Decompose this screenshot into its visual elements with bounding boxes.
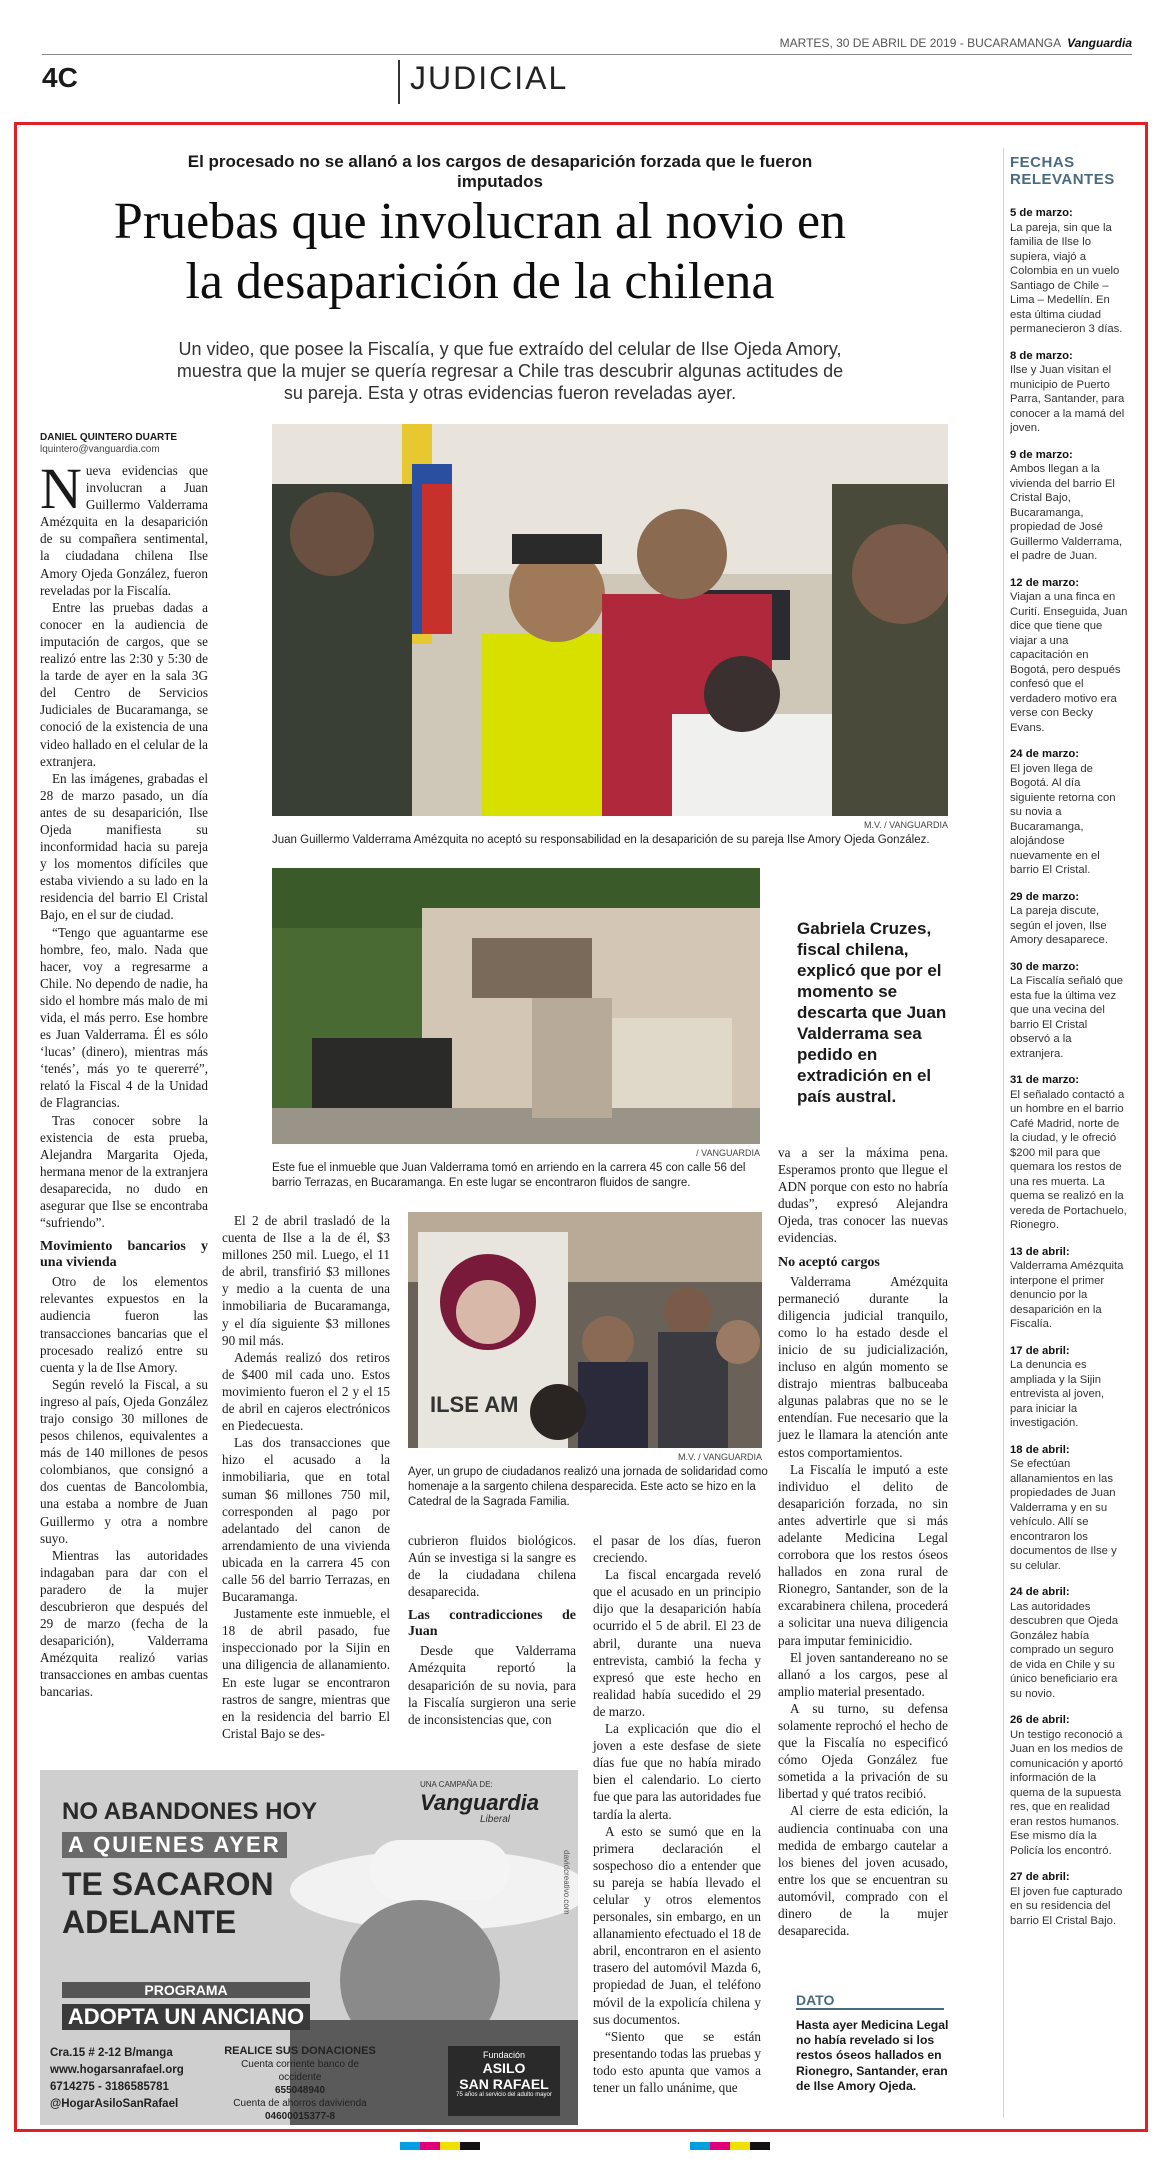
photo-hearing-credit: M.V. / VANGUARDIA [863,820,948,830]
timeline-date: 26 de abril: [1010,1714,1070,1726]
column-4 [593,1532,761,2096]
timeline-title: FECHAS RELEVANTES [1010,154,1115,188]
timeline-text: La denuncia es ampliada y la Sijin entrevista al joven, para iniciar la investigación. [1010,1359,1105,1429]
timeline-date: 24 de marzo: [1010,748,1080,760]
timeline-text: La pareja, sin que la familia de Ilse lo supiera, viajó a Colombia en un vuelo Santiago de Chile – Lima – Medellín. En esta última ciudad permanecieron 3 días. [1010,221,1123,335]
paragraph: cubrieron fluidos biológicos. Aún se investiga si la sangre es de la ciudadana chilena desaparecida. [408,1533,576,1600]
vigil-sign-text: ILSE AM [430,1392,519,1417]
column-5 [778,1144,948,1939]
column-3 [408,1532,576,1728]
ad-web[interactable]: www.hogarsanrafael.org [50,2064,184,2076]
print-color-bar [400,2142,770,2150]
paragraph: El joven santandereano no se allanó a los cargos, pese al amplio material presentado. [778,1649,948,1699]
paragraph: ueva evidencias que involucran a Juan Guillermo Valderrama Amézquita en la desaparición de su compañera sentimental, la ciudadana chilena Ilse Amory Ojeda González, fueron reveladas por la Fiscalía. [40,463,208,598]
ad-side-text: davidcreativo.com [562,1850,571,1915]
paragraph: El 2 de abril trasladó de la cuenta de Ilse a la de él, $3 millones 250 mil. Luego, el 11 de abril, transfirió $3 millones y medio a la cuenta de una inmobiliaria de Bucaramanga, y el día siguiente $3 millones 90 mil más. [222,1213,390,1348]
timeline-date: 9 de marzo: [1010,448,1073,461]
brand-logo: Vanguardia [1067,36,1132,50]
byline-email[interactable]: lquintero@vanguardia.com [40,444,160,455]
photo-house [272,868,760,1144]
section-title: JUDICIAL [398,60,568,104]
paragraph: Las dos transacciones que hizo el acusado a la inmobiliaria, que en total suman $6 millones 750 mil, corresponden al pago por adelantado del canon de arrendamiento de una vivienda ubicada en la carrera 45 con calle 56 del barrio Terrazas, en Bucaramanga. [222,1435,390,1605]
timeline-text: Ambos llegan a la vivienda del barrio El Cristal Bajo, Bucaramanga, propiedad de José Guillermo Valderrama, el padre de Juan. [1010,463,1123,562]
advertisement[interactable] [40,1770,578,2125]
paragraph: La fiscal encargada reveló que el acusado en un principio dijo que la desaparición había ocurrido el 5 de abril. El 23 de abril, durante una nueva entrevista, cambió la fecha y expresó que este hecho en realidad había sucedido el 29 de marzo. [593,1567,761,1719]
photo-hearing [272,424,948,816]
photo-vigil [408,1212,762,1448]
ad-org-pre: Fundación [482,2050,526,2060]
paragraph: Otro de los elementos relevantes expuestos en la audiencia fueron las transacciones bancarias que el procesado realizó entre su cuenta y la de Ilse Amory. [40,1274,208,1375]
photo-vigil-caption: Ayer, un grupo de ciudadanos realizó una jornada de solidaridad como homenaje a la sargento chilena desparecida. Este acto se hizo en la Catedral de la Sagrada Familia. [408,1466,768,1508]
ad-line-2: A QUIENES AYER [62,1832,287,1858]
date-text: MARTES, 30 DE ABRIL DE 2019 - BUCARAMANGA [779,36,1062,50]
kicker: El procesado no se allanó a los cargos de desaparición forzada que le fueron imputados [187,152,813,191]
timeline-text: El joven llega de Bogotá. Al día siguiente retorna con su novia a Bucaramanga, alojándose nuevamente en el barrio El Cristal. [1010,762,1116,876]
paragraph: En las imágenes, grabadas el 28 de marzo pasado, un día antes de su desaparición, Ilse Ojeda manifiesta su inconformidad hacia su pareja y los momentos difíciles que estaba viviendo a su lado en la residencia del barrio El Cristal Bajo, en el sur de ciudad. [40,770,208,923]
ad-org-tag: 75 años al servicio del adulto mayor [456,2092,552,2098]
timeline-date: 5 de marzo: [1010,207,1073,219]
timeline-text: La pareja discute, según el joven, Ilse Amory desaparece. [1010,905,1108,946]
ad-phone: 6714275 - 3186585781 [50,2081,169,2093]
ad-contact [50,2045,184,2113]
ad-brand-sub: Liberal [480,1814,511,1825]
ad-address: Cra.15 # 2-12 B/manga [50,2047,173,2059]
timeline-date: 30 de marzo: [1010,960,1080,973]
paragraph: Tras conocer sobre la existencia de esta prueba, Alejandra Margarita Ojeda, hermana menor de la extranjera desaparecida, no dudo en asegurar que Ilse se encontraba “sufriendo”. [40,1112,208,1231]
photo-house-image [272,868,760,1144]
ad-line-4: ADELANTE [62,1904,237,1940]
byline: DANIEL QUINTERO DUARTE [40,432,178,443]
timeline-date: 18 de abril: [1010,1443,1070,1456]
timeline-date: 24 de abril: [1010,1586,1070,1598]
ad-account-1: 655048940 [274,2085,326,2096]
paragraph: Valderrama Amézquita permaneció durante la diligencia judicial tranquilo, como lo ha estado desde el inicio de su judicialización, incluso en algún momento se distrajo mientras balbuceaba algunas palabras que no se le entendían. Fue necesario que la juez le llamara la atención ante estos comportamientos. [778,1273,948,1460]
timeline-text: El señalado contactó a un hombre en el barrio Café Madrid, norte de la ciudad, y le ofreció $200 mil para que quemara los restos de una res muerta. La quema se realizó en la vereda de Portachuelo, Rionegro. [1010,1088,1127,1231]
pull-quote: Gabriela Cruzes, fiscal chilena, explicó que por el momento se descarta que Juan Valderrama sea pedido en extradición en el país austral. [797,919,947,1106]
photo-vigil-image [408,1212,762,1448]
timeline-text: Ilse y Juan visitan el municipio de Puerto Parra, Santander, para conocer a la mamá del joven. [1010,364,1125,434]
paragraph: La explicación que dio el joven a este desfase de siete días fue que no había mirado bien el calendario. Lo cierto fue que para las autoridades fue tardía la alerta. [593,1721,761,1822]
paragraph: “Siento que se están presentando todas las pruebas y todo esto apunta que vamos a tener un fallo unánime, que [593,2028,761,2095]
timeline-text: Las autoridades descubren que Ojeda González había comprado un seguro de vida en Chile y su único beneficiario era su novio. [1010,1600,1119,1700]
paragraph: el pasar de los días, fueron creciendo. [593,1533,761,1566]
paragraph: Al cierre de esta edición, la audiencia continuaba con una medida de embargo cautelar a los bienes del joven acusado, entre los que se encuentran su automóvil, comprado con el dinero de la mujer desaparecida. [778,1803,948,1939]
timeline-text: Viajan a una finca en Curití. Enseguida, Juan dice que tiene que viajar a una capacitación en Bogotá, pero después confesó que el verdadero motivo era verse con Becky Evans. [1010,591,1128,734]
paragraph: Mientras las autoridades indagaban para dar con el paradero de la mujer descubrieron que después del 29 de marzo (fecha de la desaparición), Valderrama Amézquita realizó varias transacciones en ambas cuentas bancarias. [40,1547,208,1700]
timeline-date: 8 de marzo: [1010,349,1073,362]
timeline [1010,206,1128,1928]
top-rule [42,54,1132,55]
subhead: Las contradicciones de Juan [408,1608,576,1640]
photo-hearing-image [272,424,948,816]
ad-brand: Vanguardia [420,1790,539,1815]
column-1 [40,456,208,1701]
ad-social[interactable]: @HogarAsiloSanRafael [50,2098,179,2110]
deck: Un video, que posee la Fiscalía, y que fue extraído del celular de Ilse Ojeda Amory, muestra que la mujer se quería regresar a Chile tras descubrir algunas actitudes de su pareja. Esta y otras evidencias fueron reveladas ayer. [176,339,844,403]
timeline-text: Un testigo reconoció a Juan en los medios de comunicación y aportó información de la quema de la supuesta res, que en realidad eran restos humanos. Ese mismo día la Policía los encontró. [1010,1728,1124,1857]
ad-org-logo [448,2046,560,2116]
dropcap: N [40,456,82,521]
paragraph: A esto se sumó que en la primera declaración el sospechoso dio a entender que su pareja se había llevado el celular y otros elementos personales, sin embargo, en un allanamiento efectuado el 18 de abril, encontraron en el asiento trasero del automóvil Mazda 6, propiedad de Juan, el teléfono móvil de la expolicía chilena y sus documentos. [593,1823,761,2027]
ad-line-3: TE SACARON [62,1866,274,1902]
subhead: Movimiento bancarios y una vivienda [40,1239,208,1271]
timeline-date: 17 de abril: [1010,1344,1070,1357]
ad-bank-1: Cuenta corriente banco de occidente [241,2059,359,2083]
timeline-date: 29 de marzo: [1010,890,1080,903]
timeline-text: El joven fue capturado en su residencia del barrio El Cristal Bajo. [1010,1885,1123,1927]
ad-program-label: PROGRAMA [62,1982,310,1998]
paragraph: Justamente este inmueble, el 18 de abril pasado, fue inspeccionado por la Sijin en una diligencia de allanamiento. En este lugar se encontraron rastros de sangre, mientras que en la residencia del barrio El Cristal Bajo se des- [222,1606,390,1741]
page-number: 4C [42,62,78,93]
photo-vigil-credit: M.V. / VANGUARDIA [677,1452,762,1462]
timeline-date: 12 de marzo: [1010,576,1080,589]
dato-title: DATO [796,1992,944,2010]
timeline-text: Valderrama Amézquita interpone el primer denuncio por la desaparición en la Fiscalía. [1010,1260,1124,1330]
ad-org-1: ASILO [482,2060,526,2076]
timeline-date: 31 de marzo: [1010,1074,1080,1086]
ad-donate-title: REALICE SUS DONACIONES [224,2045,376,2057]
photo-house-credit: / VANGUARDIA [696,1148,760,1158]
paragraph: Según reveló la Fiscal, a su ingreso al país, Ojeda González trajo consigo 30 millones de pesos chilenos, equivalentes a más de 140 millones de pesos colombianos, que consignó a dos cuentas de Bancolombia, una estaba a nombre de Juan Guillermo y otra a nombre suyo. [40,1376,208,1546]
paragraph: La Fiscalía le imputó a este individuo el delito de desaparición forzada, no sin antes advertirle que si más adelante Medicina Legal corrobora que los restos óseos hallados en zona rural de Rionegro, Santander, son de la excarabinera chilena, procederá a solicitar una nueva diligencia para imputar feminicidio. [778,1461,948,1648]
subhead: No aceptó cargos [778,1254,880,1270]
ad-org-2: SAN RAFAEL [459,2076,549,2092]
timeline-text: La Fiscalía señaló que esta fue la última vez que una vecina del barrio El Cristal observó a la extranjera. [1010,975,1124,1060]
paragraph: va a ser la máxima pena. Esperamos pronto que llegue el ADN porque con esto no habría dudas”, expresó Alejandra Ojeda, tras conocer las nuevas evidencias. [778,1145,948,1246]
ad-program: ADOPTA UN ANCIANO [62,2004,310,2030]
timeline-date: 27 de abril: [1010,1871,1070,1883]
photo-hearing-caption: Juan Guillermo Valderrama Amézquita no aceptó su responsabilidad en la desaparición de su pareja Ilse Amory Ojeda González. [272,834,930,846]
dato-text: Hasta ayer Medicina Legal no había revelado si los restos óseos hallados en Rionegro, Santander, eran de Ilse Amory Ojeda. [796,2018,949,2093]
paragraph: Además realizó dos retiros de $400 mil cada uno. Estos movimiento fueron el 2 y el 15 de abril en cajeros electrónicos en Piedecuesta. [222,1349,390,1434]
date-line [780,36,1132,50]
paragraph: Entre las pruebas dadas a conocer en la audiencia de imputación de cargos, que se realizó entre las 2:30 y 5:30 de la tarde de ayer en la sala 3G del Centro de Servicios Judiciales de Bucaramanga, se conoció de la existencia de una video hallado en el celular de la extranjera. [40,599,208,769]
ad-bank-2: Cuenta de ahorros davivienda [233,2098,367,2109]
headline: Pruebas que involucran al novio en la desaparición de la chilena [113,193,847,310]
ad-account-2: 04600015377-8 [264,2111,336,2122]
ad-campaign: UNA CAMPAÑA DE: [420,1780,493,1789]
timeline-date: 13 de abril: [1010,1245,1070,1258]
paragraph: Desde que Valderrama Amézquita reportó la desaparición de su novia, para la Fiscalía surgieron una serie de inconsistencias que, con [408,1643,576,1727]
ad-line-1: NO ABANDONES HOY [62,1798,318,1825]
timeline-text: Se efectúan allanamientos en las propiedades de Juan Valderrama y en su vehículo. Allí se encontraron los documentos de Ilse y su celular. [1010,1458,1117,1572]
timeline-divider [1003,148,1004,2118]
paragraph: A su turno, su defensa solamente reprochó el hecho de que la Fiscalía no especificó cómo Ojeda González fue sometida a la privación de su libertad y qué tratos recibió. [778,1700,948,1802]
photo-house-caption: Este fue el inmueble que Juan Valderrama tomó en arriendo en la carrera 45 con calle 56 del barrio Terrazas, en Bucaramanga. En este lugar se encontraron fluidos de sangre. [272,1162,746,1189]
column-2 [222,1212,390,1742]
paragraph: “Tengo que aguantarme ese hombre, feo, malo. Nada que hacer, voy a regresarme a Chile. No dependo de nadie, ha sido el hombre más malo de mi vida, el más perro. Ese hombre es Juan Valderrama. Él es sólo ‘lucas’ (dinero), mientras más ‘tenés’, más yo te quererré”, relató la Fiscal 4 de la Unidad de Flagrancias. [40,924,208,1111]
ad-donations [220,2045,380,2123]
